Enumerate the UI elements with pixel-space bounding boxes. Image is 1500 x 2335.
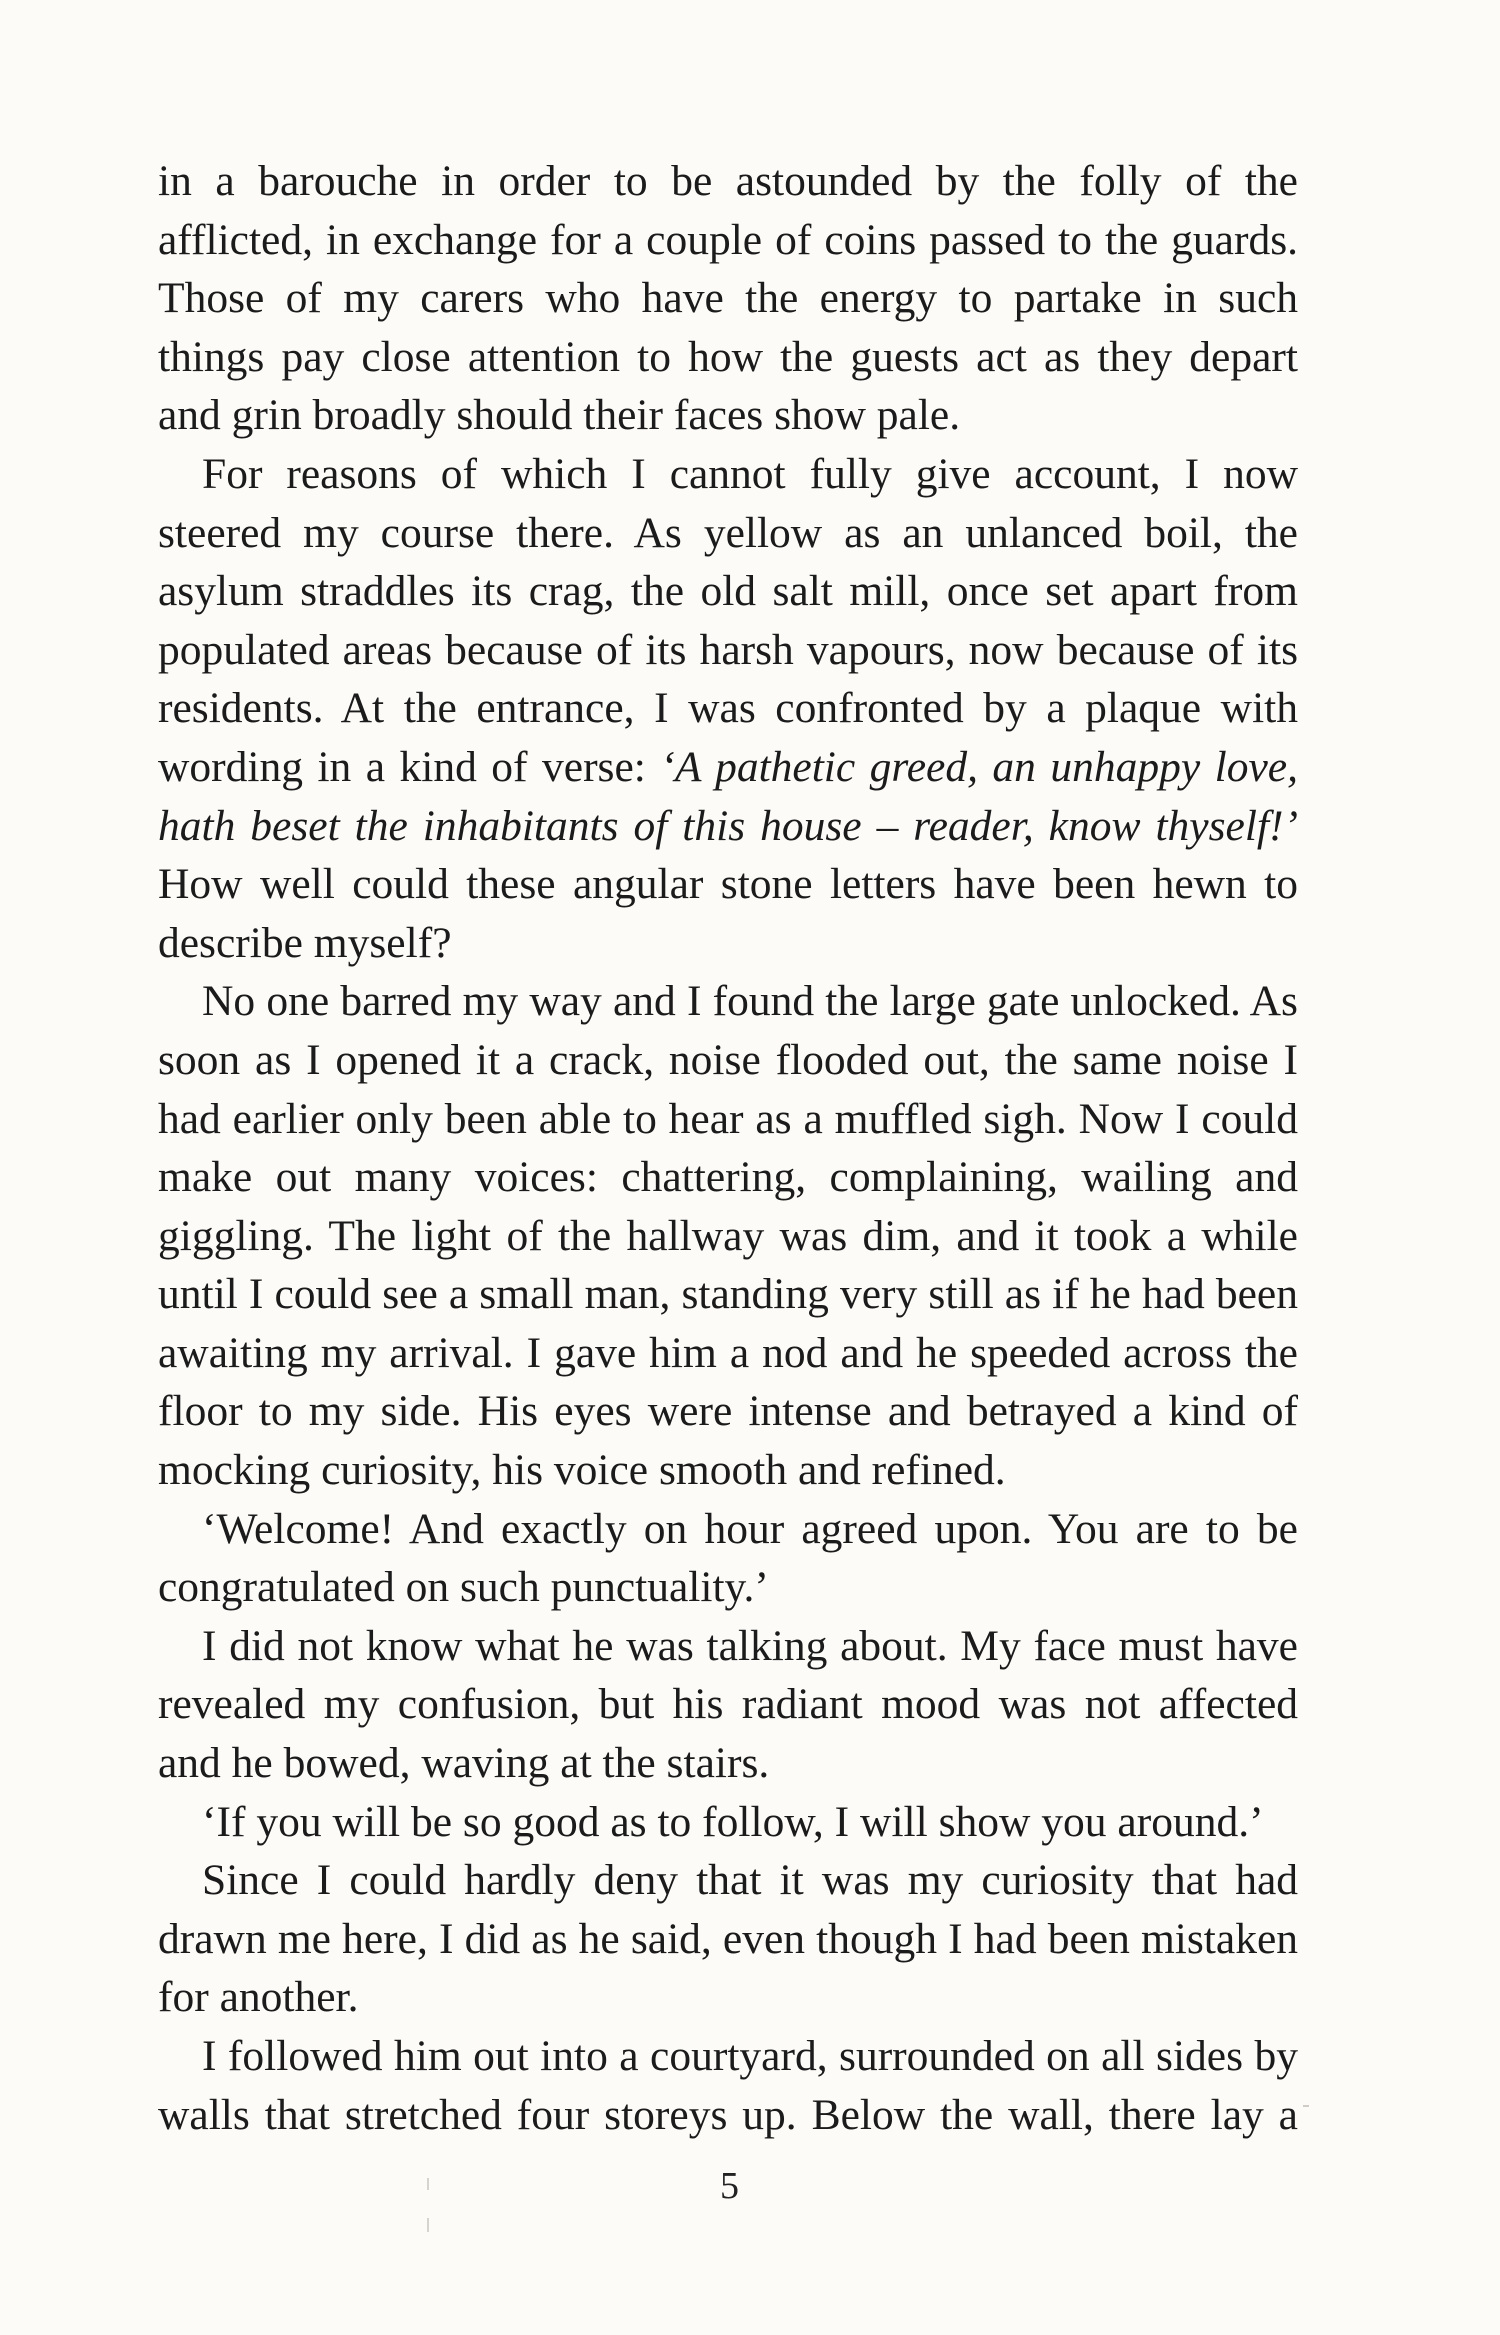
paragraph-7: Since I could hardly deny that it was my curiosity that had drawn me here, I did as he said, even though I had been mistaken for another. <box>158 1856 1298 2022</box>
scan-artifact <box>1303 2105 1309 2107</box>
paragraph-4: ‘Welcome! And exactly on hour agreed upon. You are to be congratulated on such punctuality.’ <box>158 1504 1298 1612</box>
paragraph-6: ‘If you will be so good as to follow, I will show you around.’ <box>202 1797 1264 1846</box>
paragraph-1: in a barouche in order to be astounded by the folly of the afflicted, in exchange for a couple of coins passed to the guards. Those of my carers who have the energy to partake in such things pay close attention to how the guests act as they depart and grin broadly should their faces show pale. <box>158 157 1298 440</box>
body-text <box>158 152 1298 2144</box>
paragraph-8: I followed him out into a courtyard, surrounded on all sides by walls that stretched four storeys up. Below the wall, there lay a <box>158 2032 1298 2139</box>
scan-artifact <box>427 2178 429 2190</box>
paragraph-2-text-after: How well could these angular stone letters have been hewn to describe myself? <box>158 860 1298 967</box>
paragraph-3: No one barred my way and I found the large gate unlocked. As soon as I opened it a crack, noise flooded out, the same noise I had earlier only been able to hear as a muffled sigh. Now I could make out many voices: chattering, complaining, wailing and giggling. The light of the hallway was dim, and it took a while until I could see a small man, standing very still as if he had been awaiting my arrival. I gave him a nod and he speeded across the floor to my side. His eyes were intense and betrayed a kind of mocking curiosity, his voice smooth and refined. <box>158 977 1298 1495</box>
paragraph-2 <box>158 445 1298 972</box>
paragraph-2-text-before: For reasons of which I cannot fully give account, I now steered my course there. As yellow as an unlanced boil, the asylum straddles its crag, the old salt mill, once set apart from populated areas because of its harsh vapours, now because of its residents. At the entrance, I was confronted by a plaque with wording in a kind of verse: <box>158 449 1298 791</box>
paragraph-5: I did not know what he was talking about. My face must have revealed my confusion, but his radiant mood was not affected and he bowed, waving at the stairs. <box>158 1621 1298 1788</box>
page-number: 5 <box>720 2165 739 2207</box>
plaque-inscription: ‘A pathetic greed, an unhappy love, hath beset the inhabitants of this house – reader, know thyself!’ <box>158 742 1298 850</box>
scan-artifact <box>427 2218 429 2232</box>
